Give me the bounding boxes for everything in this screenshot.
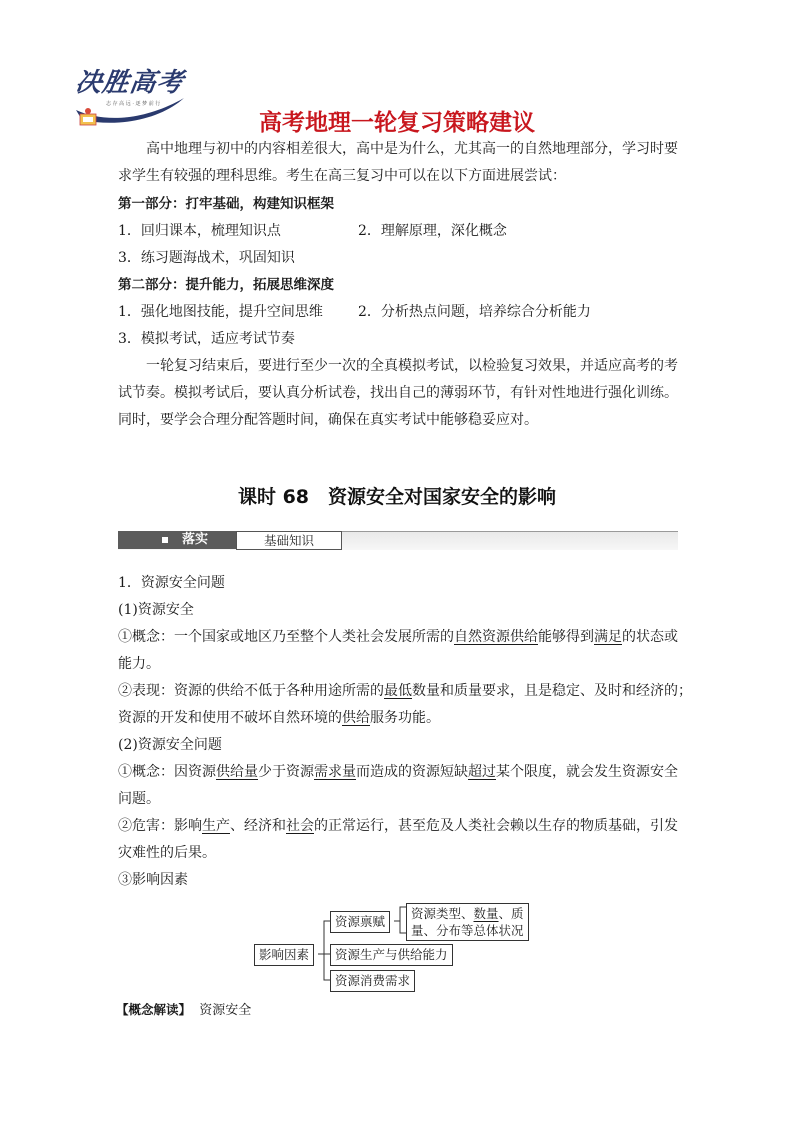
- part2-heading: 第二部分：提升能力，拓展思维深度: [118, 277, 334, 293]
- lesson-title: 课时 68 资源安全对国家安全的影响: [237, 486, 557, 508]
- part1-item-2: 2．理解原理，深化概念: [358, 223, 507, 239]
- concept-note: [116, 996, 251, 1024]
- c2-text-a: ①概念：因资源: [118, 764, 216, 780]
- concept-text-b: 能够得到: [538, 629, 594, 645]
- page-title: 高考地理一轮复习策略建议: [259, 110, 535, 136]
- part2-item-2: 2．分析热点问题，培养综合分析能力: [358, 304, 591, 320]
- part2-item-1: 1．强化地图技能，提升空间思维: [118, 304, 323, 320]
- concept-blank-2: 满足: [594, 629, 622, 645]
- perf-text-d: 服务功能。: [370, 710, 440, 726]
- factors-heading: ③影响因素: [118, 872, 188, 888]
- performance-line: [118, 678, 692, 705]
- concept-line-2: 能力。: [118, 656, 160, 672]
- intro-text: 高中地理与初中的内容相差很大，高中是为什么，尤其高一的自然地理部分，学习时要求学生有较强的理科思维。考生在高三复习中可以在以下方面进展尝试：: [118, 141, 678, 184]
- perf-blank-2: 供给: [342, 710, 370, 726]
- endowment-detail-line-1: [411, 905, 524, 922]
- harm-text-c: 的正常运行，甚至危及人类社会赖以生存的物质基础，引发: [314, 818, 678, 834]
- diagram-branch-supply: 资源生产与供给能力: [330, 944, 453, 966]
- part1-item-1: 1．回归课本，梳理知识点: [118, 223, 281, 239]
- problem-concept-line: [118, 759, 678, 786]
- concept-line: [118, 624, 678, 651]
- endowment-detail-line-2: 量、分布等总体状况: [411, 923, 524, 938]
- perf-text-c: 资源的开发和使用不破坏自然环境的: [118, 710, 342, 726]
- part2-item-3: 3．模拟考试，适应考试节奏: [118, 331, 295, 347]
- diagram-endowment-detail: [406, 903, 529, 941]
- perf-blank-1: 最低: [384, 683, 412, 699]
- diagram-branch-demand: 资源消费需求: [330, 970, 415, 992]
- c2-blank-2: 需求量: [314, 764, 356, 780]
- section1-heading: 1．资源安全问题: [118, 575, 225, 591]
- harm-text-a: ②危害：影响: [118, 818, 202, 834]
- harm-text-b: 、经济和: [230, 818, 286, 834]
- concept-text-a: ①概念：一个国家或地区乃至整个人类社会发展所需的: [118, 629, 454, 645]
- performance-line-2: [118, 705, 440, 732]
- logo-tagline: 志 存 高 远 · 逐 梦 前 行: [106, 101, 161, 107]
- diagram-root-node: 影响因素: [254, 944, 314, 966]
- section-banner: [118, 531, 678, 553]
- harm-blank-1: 生产: [202, 818, 230, 834]
- section1-sub2: (2)资源安全问题: [118, 737, 222, 753]
- logo-text: 决胜高考: [73, 68, 186, 98]
- perf-text-b: 数量和质量要求，且是稳定、及时和经济的；: [412, 683, 692, 699]
- closing-text: 一轮复习结束后，要进行至少一次的全真模拟考试，以检验复习效果，并适应高考的考试节奏。模拟考试后，要认真分析试卷，找出自己的薄弱环节，有针对性地进行强化训练。同时，要学会合理分配答题时间，确保在真实考试中能够稳妥应对。: [118, 358, 678, 428]
- concept-blank-1: 自然资源供给: [454, 629, 538, 645]
- c2-blank-3: 超过: [468, 764, 496, 780]
- part1-heading: 第一部分：打牢基础，构建知识框架: [118, 196, 334, 212]
- banner-dark-tab: [118, 531, 236, 549]
- intro-paragraph: [118, 136, 678, 190]
- concept-text-c: 的状态或: [622, 629, 678, 645]
- factors-diagram: [250, 898, 550, 998]
- section1-sub1: (1)资源安全: [118, 602, 194, 618]
- detail-blank: 数量: [473, 906, 499, 921]
- square-bullet-icon: [162, 537, 168, 543]
- harm-blank-2: 社会: [286, 818, 314, 834]
- concept-note-label: 【概念解读】: [116, 1002, 192, 1017]
- c2-text-d: 某个限度，就会发生资源安全: [496, 764, 678, 780]
- banner-dark-label: 落实: [182, 532, 209, 547]
- c2-blank-1: 供给量: [216, 764, 258, 780]
- banner-box-label: 基础知识: [236, 531, 342, 550]
- perf-text-a: ②表现：资源的供给不低于各种用途所需的: [118, 683, 384, 699]
- problem-concept-line-2: 问题。: [118, 791, 160, 807]
- diagram-branch-endowment: 资源禀赋: [330, 911, 390, 933]
- harm-line-2: 灾难性的后果。: [118, 845, 216, 861]
- harm-line: [118, 813, 678, 840]
- c2-text-b: 少于资源: [258, 764, 314, 780]
- concept-note-text: 资源安全: [199, 1003, 252, 1018]
- detail-text-a: 资源类型、: [411, 906, 474, 921]
- c2-text-c: 而造成的资源短缺: [356, 764, 468, 780]
- closing-paragraph: [118, 353, 678, 434]
- part1-item-3: 3．练习题海战术，巩固知识: [118, 250, 295, 266]
- detail-text-b: 、质: [498, 906, 524, 921]
